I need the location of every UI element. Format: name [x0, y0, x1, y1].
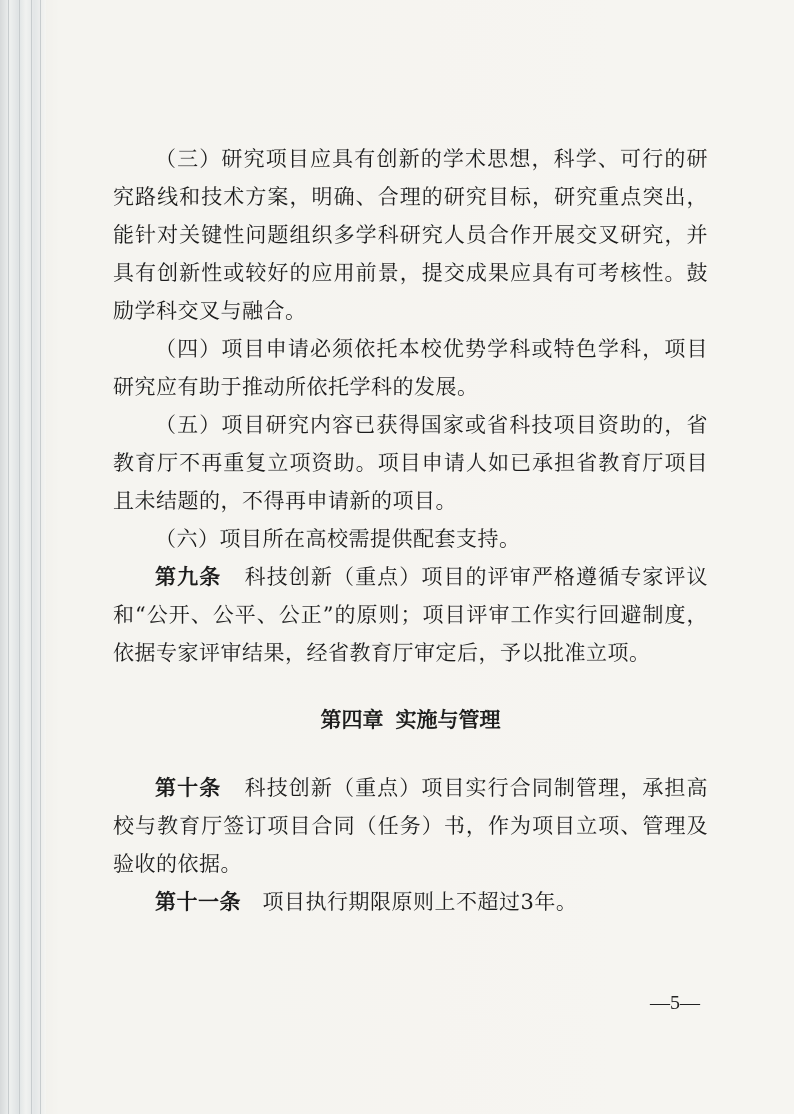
article-9-text: 科技创新（重点）项目的评审严格遵循专家评议和“公开、公平、公正”的原则；项目评审工作实行回避制度，依据专家评审结果，经省教育厅审定后，予以批准立项。 [113, 565, 709, 665]
document-body [113, 140, 708, 921]
article-11 [113, 883, 708, 921]
article-10-text: 科技创新（重点）项目实行合同制管理，承担高校与教育厅签订项目合同（任务）书，作为项目立项、管理及验收的依据。 [113, 776, 709, 876]
binding-line [31, 0, 32, 1114]
page-number: —5— [650, 992, 700, 1014]
article-11-text: 项目执行期限原则上不超过3年。 [262, 890, 578, 914]
clause-4: （四）项目申请必须依托本校优势学科或特色学科，项目研究应有助于推动所依托学科的发展。 [113, 337, 708, 399]
binding-line [19, 0, 20, 1114]
binding-line [8, 0, 9, 1114]
article-11-lead: 第十一条 [155, 889, 241, 914]
chapter-heading [113, 701, 708, 739]
article-10-lead: 第十条 [155, 775, 222, 800]
chapter-number: 第四章 [320, 707, 384, 732]
clause-5: （五）项目研究内容已获得国家或省科技项目资助的，省教育厅不再重复立项资助。项目申请人如已承担省教育厅项目且未结题的，不得再申请新的项目。 [113, 413, 708, 513]
article-10 [113, 769, 708, 883]
clause-6: （六）项目所在高校需提供配套支持。 [155, 527, 521, 551]
binding-line [40, 0, 41, 1114]
article-9 [113, 558, 708, 672]
article-9-lead: 第九条 [155, 564, 222, 589]
clause-3: （三）研究项目应具有创新的学术思想，科学、可行的研究路线和技术方案，明确、合理的研究目标，研究重点突出，能针对关键性问题组织多学科研究人员合作开展交叉研究，并具有创新性或较好的应用前景，提交成果应具有可考核性。鼓励学科交叉与融合。 [113, 147, 708, 323]
chapter-title: 实施与管理 [395, 707, 501, 732]
